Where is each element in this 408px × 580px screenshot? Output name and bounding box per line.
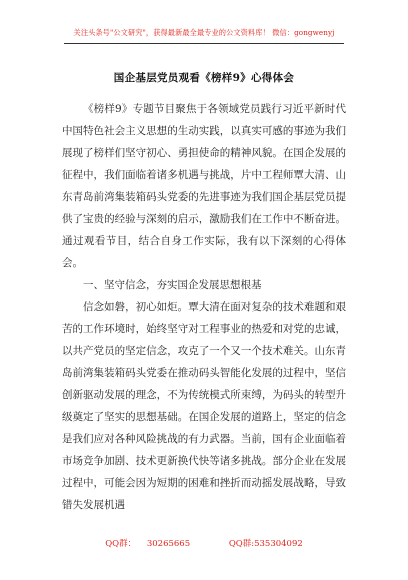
footer-qq-group-2: QQ群:535304092 xyxy=(228,539,303,549)
header-promo-note: 关注头条号"公文研究"，获得最新最全最专业的公文资料库！ 微信：gongwenyj xyxy=(73,28,335,37)
footer-contact xyxy=(0,537,408,549)
paragraph-intro: 《榜样9》专题节目聚焦于各领域党员践行习近平新时代中国特色社会主义思想的生动实践，以真实可感的事迹为我们展现了榜样们坚守初心、勇担使命的精神风貌。在国企发展的征程中，我们面临着诸多机遇与挑战，片中工程师覃大清、山东青岛前湾集装箱码头党委的先进事迹为我们国企基层党员提供了宝贵的经验与深刻的启示，激励我们在工作中不断奋进。通过观看节目，结合自身工作实际，我有以下深刻的心得体会。 xyxy=(62,103,346,269)
document-body xyxy=(62,98,346,516)
header-divider xyxy=(64,43,344,44)
paragraph-section-1: 信念如磐，初心如炬。覃大清在面对复杂的技术难题和艰苦的工作环境时，始终坚守对工程事业的热爱和对党的忠诚，以共产党员的坚定信念，攻克了一个又一个技术难关。山东青岛前湾集装箱码头党委在推动码头智能化发展的过程中，坚信创新驱动发展的理念，不为传统模式所束缚，为码头的转型升级奠定了坚实的思想基础。在国企发展的道路上，坚定的信念是我们应对各种风险挑战的有力武器。当前，国有企业面临着市场竞争加剧、技术更新换代快等诸多挑战。部分企业在发展过程中，可能会因为短期的困难和挫折而动摇发展战略，导致错失发展机遇 xyxy=(62,301,346,511)
footer-qq-group-1: QQ群： 30265665 xyxy=(105,539,191,549)
section-heading-1: 一、坚守信念，夯实国企发展思想根基 xyxy=(83,279,262,291)
document-title: 国企基层党员观看《榜样9》心得体会 xyxy=(113,72,295,84)
